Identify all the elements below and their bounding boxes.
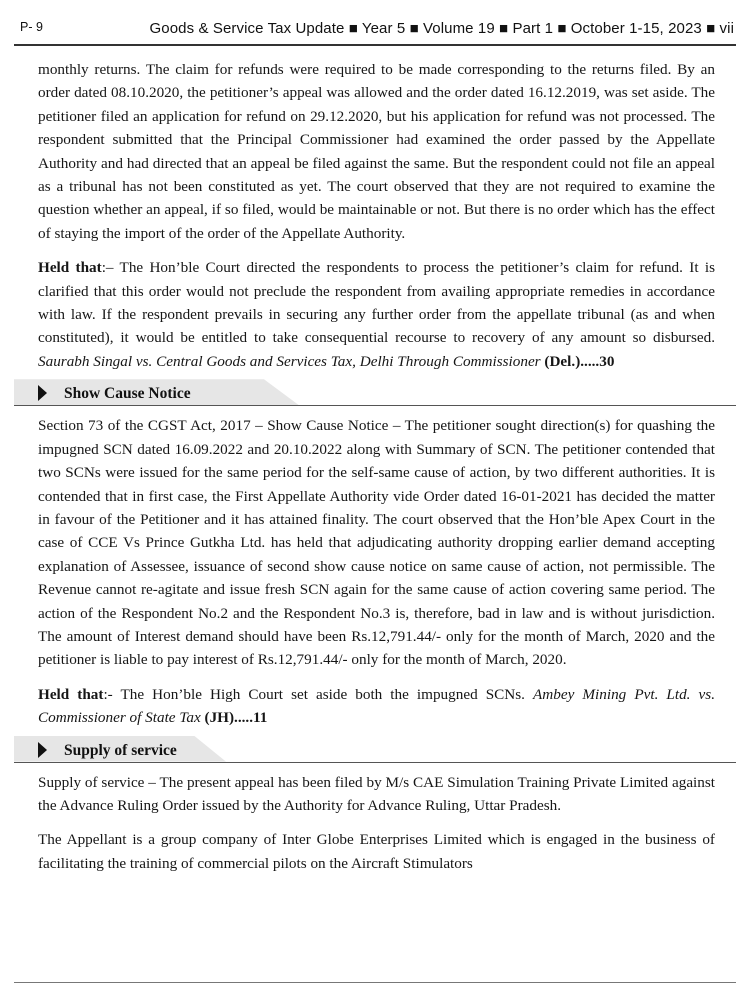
triangle-bullet-icon (38, 385, 47, 401)
footer-rule (14, 982, 736, 983)
page-header (14, 18, 736, 46)
section-title: Supply of service (64, 741, 177, 759)
case-name: Saurabh Singal vs. Central Goods and Services Tax, Delhi Through Commissioner (38, 352, 541, 370)
case-citation: (JH).....11 (200, 709, 268, 727)
section-header-show-cause-notice (14, 379, 736, 406)
section-header-supply-of-service (14, 736, 736, 763)
section-title: Show Cause Notice (64, 385, 191, 403)
held-that-text: :- The Hon’ble High Court set aside both the impugned SCNs. (103, 685, 534, 703)
held-that-label: Held that (38, 685, 104, 703)
section-paragraph: Supply of service – The present appeal has been filed by M/s CAE Simulation Training Private Limited against the Advance Ruling Order issued by the Authority for Advance Ruling, Uttar Pradesh. (38, 773, 715, 814)
case-citation: (Del.).....30 (540, 352, 615, 370)
held-that-paragraph (38, 683, 715, 730)
running-head: Goods & Service Tax Update ■ Year 5 ■ Volume 19 ■ Part 1 ■ October 1-15, 2023 ■ vii (149, 20, 734, 37)
triangle-bullet-icon (38, 742, 47, 758)
held-that-paragraph (38, 256, 715, 373)
held-that-text: :– The Hon’ble Court directed the respondents to process the petitioner’s claim for refund. It is clarified that this order would not preclude the respondent from availing appropriate remedies in accordance with law. If the respondent prevails in securing any further order from the appellate tribunal (as and when constituted), it would be entitled to take consequential recourse to recovery of any amount so disbursed. (38, 259, 715, 347)
page-number: P- 9 (20, 20, 43, 34)
page-content (38, 58, 715, 875)
case-name: Ambey Mining Pvt. Ltd. vs. Commissioner of State Tax (38, 685, 715, 727)
intro-paragraph: monthly returns. The claim for refunds were required to be made corresponding to the returns filed. By an order dated 08.10.2020, the petitioner’s appeal was allowed and the order dated 16.12.2019, was set aside. The petitioner filed an application for refund on 29.12.2020, but his application for refund was not processed. The respondent submitted that the Principal Commissioner had examined the order passed by the Appellate Authority and had directed that an appeal be filed against the same. But the respondent could not file an appeal as a tribunal has not been constituted as yet. The court observed that they are not required to examine the question whether an appeal, if so filed, would be maintainable or not. But there is no order which has the effect of staying the import of the order of the Appellate Authority. (38, 61, 715, 242)
section-paragraph: Section 73 of the CGST Act, 2017 – Show Cause Notice – The petitioner sought direction(s) for quashing the impugned SCN dated 16.09.2022 and 20.10.2022 along with Summary of SCN. The petitioner contended that two SCNs were issued for the same period for the self-same cause of action, by two different authorities. It is contended that in first case, the First Appellate Authority vide Order dated 16-01-2021 has decided the matter in favour of the Petitioner and it has attained finality. The court observed that the Hon’ble Apex Court in the case of CCE Vs Prince Gutkha Ltd. has held that adjudicating authority dropping earlier demand accepting explanation of Assessee, issuance of second show cause notice on same cause of action, not permissible. The Revenue cannot re-agitate and issue fresh SCN again for the same cause of action covering same period. The action of the Respondent No.2 and the Respondent No.3 is, therefore, bad in law and is without jurisdiction. The amount of Interest demand should have been Rs.12,791.44/- only for the month of March, 2020 and the petitioner is liable to pay interest of Rs.12,791.44/- only for the month of March, 2020. (38, 417, 715, 669)
section-paragraph: The Appellant is a group company of Inter Globe Enterprises Limited which is engaged in the business of facilitating the training of commercial pilots on the Aircraft Stimulators (38, 831, 715, 872)
held-that-label: Held that (38, 259, 102, 277)
